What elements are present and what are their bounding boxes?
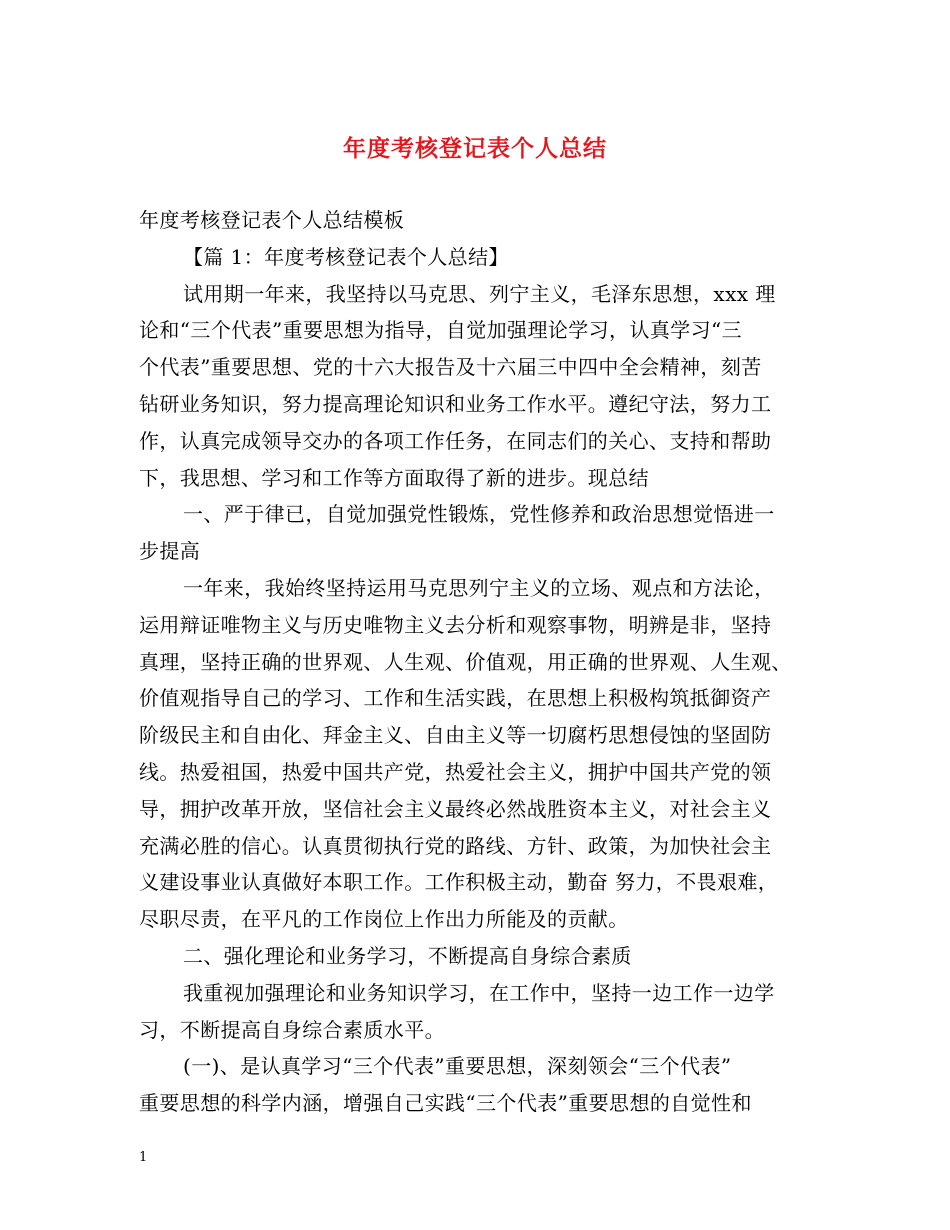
paragraph-line: 价值观指导自己的学习、工作和生活实践，在思想上积极构筑抵御资产: [139, 686, 772, 711]
paragraph-line: 个代表”重要思想、党的十六大报告及十六届三中四中全会精神，刻苦: [139, 355, 762, 380]
paragraph-line: 线。热爱祖国，热爱中国共产党，热爱社会主义，拥护中国共产党的领: [139, 759, 772, 784]
paragraph-line: (一)、是认真学习“三个代表”重要思想，深刻领会“三个代表”: [183, 1054, 732, 1079]
paragraph-line: 论和“三个代表”重要思想为指导，自觉加强理论学习，认真学习“三: [139, 318, 743, 343]
paragraph-line: 习，不断提高自身综合素质水平。: [139, 1017, 445, 1042]
paragraph-line: 一年来，我始终坚持运用马克思列宁主义的立场、观点和方法论，: [183, 575, 775, 600]
paragraph-line: 导，拥护改革开放，坚信社会主义最终必然战胜资本主义，对社会主义: [139, 796, 772, 821]
paragraph-line: 作，认真完成领导交办的各项工作任务，在同志们的关心、支持和帮助: [139, 428, 772, 453]
paragraph-line: 钻研业务知识，努力提高理论知识和业务工作水平。遵纪守法，努力工: [139, 391, 772, 416]
paragraph-line: 充满必胜的信心。认真贯彻执行党的路线、方针、政策，为加快社会主: [139, 833, 772, 858]
section-heading-line: 【篇 1：年度考核登记表个人总结】: [183, 244, 509, 269]
paragraph-line: 步提高: [139, 539, 201, 564]
paragraph-line: 阶级民主和自由化、拜金主义、自由主义等一切腐朽思想侵蚀的坚固防: [139, 723, 772, 748]
paragraph-line: 一、严于律已，自觉加强党性锻炼，党性修养和政治思想觉悟进一: [183, 502, 775, 527]
paragraph-line: 试用期一年来，我坚持以马克思、列宁主义，毛泽东思想，xxx 理: [183, 281, 776, 306]
document-title: 年度考核登记表个人总结: [343, 136, 607, 162]
paragraph-line: 重要思想的科学内涵，增强自己实践“三个代表”重要思想的自觉性和: [139, 1091, 752, 1116]
paragraph-line: 二、强化理论和业务学习，不断提高自身综合素质: [183, 943, 632, 968]
paragraph-line: 我重视加强理论和业务知识学习，在工作中，坚持一边工作一边学: [183, 980, 775, 1005]
paragraph-line: 下，我思想、学习和工作等方面取得了新的进步。现总结: [139, 465, 649, 490]
document-body: [139, 202, 825, 1122]
subtitle-line: 年度考核登记表个人总结模板: [139, 208, 405, 232]
paragraph-line: 真理，坚持正确的世界观、人生观、价值观，用正确的世界观、人生观、: [139, 649, 792, 674]
paragraph-line: 运用辩证唯物主义与历史唯物主义去分析和观察事物，明辨是非，坚持: [139, 612, 772, 637]
paragraph-line: 义建设事业认真做好本职工作。工作积极主动，勤奋 努力，不畏艰难，: [139, 870, 779, 895]
page-number: 1: [139, 1150, 148, 1165]
paragraph-line: 尽职尽责，在平凡的工作岗位上作出力所能及的贡献。: [139, 907, 629, 932]
